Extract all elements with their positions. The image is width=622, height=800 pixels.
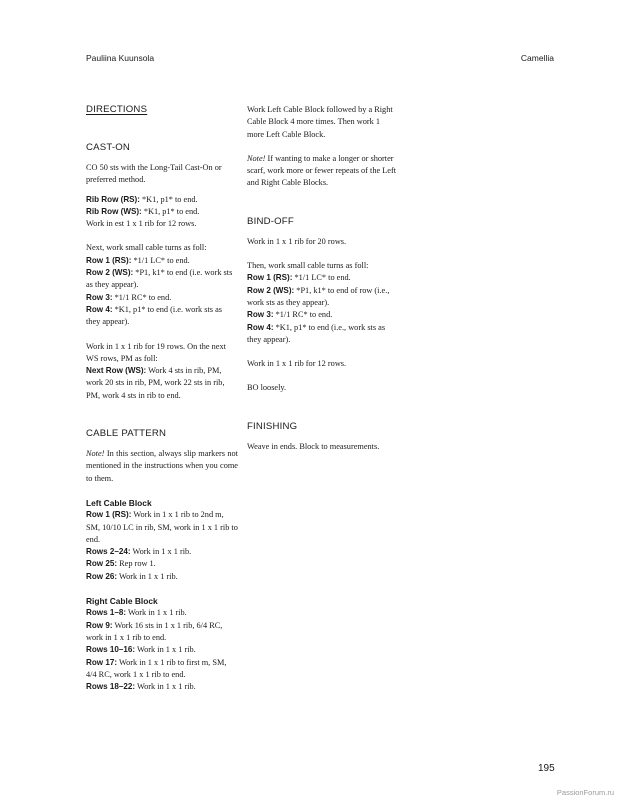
cable-pattern-heading: CABLE PATTERN bbox=[86, 428, 167, 440]
finishing-heading: FINISHING bbox=[247, 420, 298, 432]
row-text: *1/1 RC* to end. bbox=[273, 310, 333, 320]
row-text: Work in 1 x 1 rib. bbox=[126, 608, 187, 618]
row-text: *K1, p1* to end (i.e. work sts as they appear). bbox=[86, 304, 222, 327]
page-number: 195 bbox=[538, 763, 555, 774]
row-label: Row 2 (WS): bbox=[247, 285, 295, 295]
row-label: Rib Row (RS): bbox=[86, 194, 140, 204]
row-label: Row 3: bbox=[86, 292, 113, 302]
right-block-row bbox=[86, 620, 238, 645]
row-text: Work in 1 x 1 rib. bbox=[117, 571, 178, 581]
watermark-text: PassionForum.ru bbox=[556, 788, 614, 797]
left-block-row bbox=[86, 546, 238, 558]
rib-row bbox=[86, 206, 238, 218]
right-cable-block-heading: Right Cable Block bbox=[86, 596, 158, 607]
row-label: Row 4: bbox=[86, 304, 113, 314]
bind-off-heading: BIND-OFF bbox=[247, 215, 294, 227]
row-text: Work in est 1 x 1 rib for 12 rows. bbox=[86, 219, 197, 229]
row-label: Rows 2–24: bbox=[86, 547, 131, 557]
row-text: Work in 1 x 1 rib to 2nd m, SM, 10/10 LC in rib, SM, work in 1 x 1 rib to end. bbox=[86, 510, 238, 544]
row-label: Next Row (WS): bbox=[86, 366, 147, 376]
note-label: Note! bbox=[247, 153, 266, 163]
row-text: *1/1 RC* to end. bbox=[112, 292, 172, 302]
row-label: Row 1 (RS): bbox=[247, 273, 293, 283]
left-block-row bbox=[86, 509, 238, 546]
row-text: *K1, p1* to end (i.e., work sts as they appear). bbox=[247, 322, 386, 344]
finishing-text: Weave in ends. Block to measurements. bbox=[247, 441, 380, 451]
left-column bbox=[86, 104, 238, 693]
row-label: Row 25: bbox=[86, 559, 118, 569]
row-text: Work in 1 x 1 rib. bbox=[130, 547, 192, 557]
right-column bbox=[247, 104, 399, 453]
row-label: Rows 1–8: bbox=[86, 608, 127, 618]
right-block-row bbox=[86, 681, 238, 693]
bind-off-rib: Work in 1 x 1 rib for 20 rows. bbox=[247, 236, 347, 246]
cable-row bbox=[247, 309, 399, 321]
row-text: *1/1 LC* to end. bbox=[292, 273, 351, 283]
row-text: *K1, p1* to end. bbox=[141, 206, 200, 216]
left-cable-block-heading: Left Cable Block bbox=[86, 497, 152, 508]
cable-row bbox=[86, 304, 238, 329]
row-label: Row 17: bbox=[86, 657, 118, 667]
small-cable-intro: Next, work small cable turns as foll: bbox=[86, 243, 207, 253]
rib-rows bbox=[86, 194, 238, 231]
bind-off-instruction: BO loosely. bbox=[247, 383, 287, 393]
cable-note bbox=[86, 448, 238, 485]
length-note bbox=[247, 153, 399, 190]
pattern-title: Camellia bbox=[520, 53, 554, 63]
row-text: *K1, p1* to end. bbox=[139, 194, 198, 204]
row-label: Row 1 (RS): bbox=[86, 255, 132, 265]
note-label: Note! bbox=[86, 449, 105, 459]
row-text: Work in 1 x 1 rib. bbox=[135, 682, 196, 692]
row-label: Rib Row (WS): bbox=[86, 206, 142, 216]
cast-on-intro: CO 50 sts with the Long-Tail Cast-On or preferred method. bbox=[86, 163, 222, 185]
small-cable-intro: Then, work small cable turns as foll: bbox=[247, 261, 369, 271]
right-block-row bbox=[86, 657, 238, 682]
left-block-row bbox=[86, 571, 238, 583]
cable-row bbox=[86, 292, 238, 304]
cable-row bbox=[247, 322, 399, 347]
right-block-row bbox=[86, 607, 238, 619]
cable-row bbox=[247, 272, 399, 284]
cable-row bbox=[247, 285, 399, 310]
row-text: Work 4 sts in rib, PM, work 20 sts in rib, PM, work 22 sts in rib, PM, work 4 sts in rib to end. bbox=[86, 366, 225, 400]
row-text: Work 16 sts in 1 x 1 rib, 6/4 RC, work in 1 x 1 rib to end. bbox=[86, 620, 223, 642]
row-text: Work in 1 x 1 rib to first m, SM, 4/4 RC, work 1 x 1 rib to end. bbox=[86, 657, 227, 679]
row-text: Work in 1 x 1 rib. bbox=[135, 645, 196, 655]
rib-row bbox=[86, 218, 238, 230]
directions-heading: DIRECTIONS bbox=[86, 104, 148, 115]
note-text: If wanting to make a longer or shorter scarf, work more or fewer repeats of the Left and Right Cable Blocks. bbox=[247, 153, 397, 188]
rib-row bbox=[86, 194, 238, 206]
row-text: *1/1 LC* to end. bbox=[131, 255, 190, 265]
repeat-instruction: Work Left Cable Block followed by a Right Cable Block 4 more times. Then work 1 more Left Cable Block. bbox=[247, 105, 393, 139]
left-block-row bbox=[86, 558, 238, 570]
cable-row bbox=[86, 255, 238, 267]
right-block-row bbox=[86, 644, 238, 656]
row-label: Row 2 (WS): bbox=[86, 268, 134, 278]
cast-on-heading: CAST-ON bbox=[86, 142, 131, 153]
note-text: In this section, always slip markers not mentioned in the instructions when you come to them. bbox=[86, 449, 238, 483]
row-label: Row 3: bbox=[247, 310, 274, 320]
row-label: Row 4: bbox=[247, 322, 274, 332]
row-label: Rows 18–22: bbox=[86, 682, 136, 692]
cable-row bbox=[86, 267, 238, 292]
row-text: *P1, k1* to end (i.e. work sts as they appear). bbox=[86, 268, 233, 290]
row-label: Row 26: bbox=[86, 571, 118, 581]
author-name: Pauliina Kuunsola bbox=[86, 53, 155, 63]
next-row bbox=[86, 365, 238, 402]
row-text: Rep row 1. bbox=[117, 559, 156, 569]
row-text: *P1, k1* to end of row (i.e., work sts as they appear). bbox=[247, 285, 390, 307]
row-label: Row 1 (RS): bbox=[86, 510, 132, 520]
row-label: Row 9: bbox=[86, 620, 113, 630]
rib-instruction: Work in 1 x 1 rib for 19 rows. On the next WS rows, PM as foll: bbox=[86, 341, 226, 363]
bind-off-rib-2: Work in 1 x 1 rib for 12 rows. bbox=[247, 359, 347, 369]
row-label: Rows 10–16: bbox=[86, 645, 136, 655]
